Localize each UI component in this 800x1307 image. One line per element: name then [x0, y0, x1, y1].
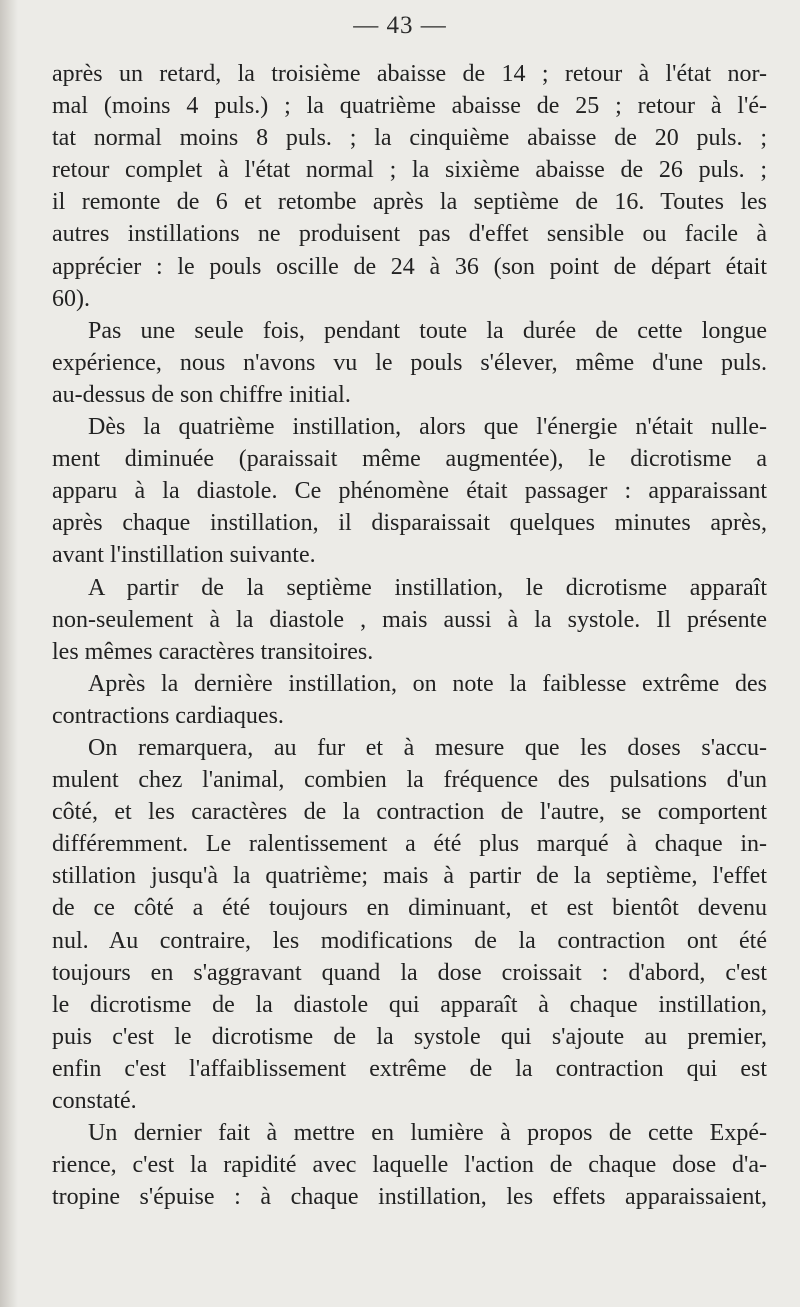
- text-line: stillation jusqu'à la quatrième; mais à partir de la septième, l'effet: [52, 863, 767, 890]
- text-line: le dicrotisme de la diastole qui apparaît à chaque instillation,: [52, 991, 767, 1018]
- text-line: Dès la quatrième instillation, alors que l'énergie n'était nulle-: [88, 414, 767, 441]
- text-line: tat normal moins 8 puls. ; la cinquième abaisse de 20 puls. ;: [52, 125, 767, 152]
- text-line: mulent chez l'animal, combien la fréquence des pulsations d'un: [52, 767, 767, 794]
- text-line: de ce côté a été toujours en diminuant, et est bientôt devenu: [52, 895, 767, 922]
- text-line: toujours en s'aggravant quand la dose croissait : d'abord, c'est: [52, 959, 767, 986]
- text-line: A partir de la septième instillation, le dicrotisme apparaît: [88, 574, 767, 601]
- text-line: différemment. Le ralentissement a été plus marqué à chaque in-: [52, 831, 767, 858]
- text-line: Un dernier fait à mettre en lumière à propos de cette Expé-: [88, 1120, 767, 1147]
- text-line: 60).: [52, 285, 90, 312]
- text-line: Pas une seule fois, pendant toute la durée de cette longue: [88, 317, 767, 344]
- text-line: apprécier : le pouls oscille de 24 à 36 (son point de départ était: [52, 253, 767, 280]
- text-line: après chaque instillation, il disparaissait quelques minutes après,: [52, 510, 767, 537]
- body-text: [52, 58, 767, 1213]
- text-line: tropine s'épuise : à chaque instillation, les effets apparaissaient,: [52, 1184, 767, 1211]
- text-line: nul. Au contraire, les modifications de la contraction ont été: [52, 927, 767, 954]
- text-line: côté, et les caractères de la contraction de l'autre, se comportent: [52, 799, 767, 826]
- text-line: On remarquera, au fur et à mesure que les doses s'accu-: [88, 734, 767, 761]
- text-line: enfin c'est l'affaiblissement extrême de la contraction qui est: [52, 1055, 767, 1082]
- text-line: mal (moins 4 puls.) ; la quatrième abaisse de 25 ; retour à l'é-: [52, 93, 767, 120]
- text-line: constaté.: [52, 1088, 137, 1114]
- text-line: au-dessus de son chiffre initial.: [52, 381, 351, 408]
- text-line: les mêmes caractères transitoires.: [52, 638, 374, 665]
- binding-shadow: [0, 0, 18, 1307]
- text-line: avant l'instillation suivante.: [52, 542, 316, 569]
- text-line: expérience, nous n'avons vu le pouls s'élever, même d'une puls.: [52, 349, 767, 376]
- text-line: ment diminuée (paraissait même augmentée), le dicrotisme a: [52, 446, 767, 473]
- text-line: non-seulement à la diastole , mais aussi à la systole. Il présente: [52, 606, 767, 633]
- text-line: contractions cardiaques.: [52, 702, 284, 729]
- text-line: rience, c'est la rapidité avec laquelle l'action de chaque dose d'a-: [52, 1152, 767, 1179]
- page-number: — 43 —: [353, 12, 447, 39]
- text-line: puis c'est le dicrotisme de la systole qui s'ajoute au premier,: [52, 1023, 767, 1050]
- text-line: autres instillations ne produisent pas d'effet sensible ou facile à: [52, 221, 767, 248]
- text-line: il remonte de 6 et retombe après la septième de 16. Toutes les: [52, 189, 767, 216]
- text-line: retour complet à l'état normal ; la sixième abaisse de 26 puls. ;: [52, 157, 767, 184]
- text-line: apparu à la diastole. Ce phénomène était passager : apparaissant: [52, 478, 767, 505]
- text-line: Après la dernière instillation, on note la faiblesse extrême des: [88, 670, 767, 697]
- text-line: après un retard, la troisième abaisse de 14 ; retour à l'état nor-: [52, 61, 767, 87]
